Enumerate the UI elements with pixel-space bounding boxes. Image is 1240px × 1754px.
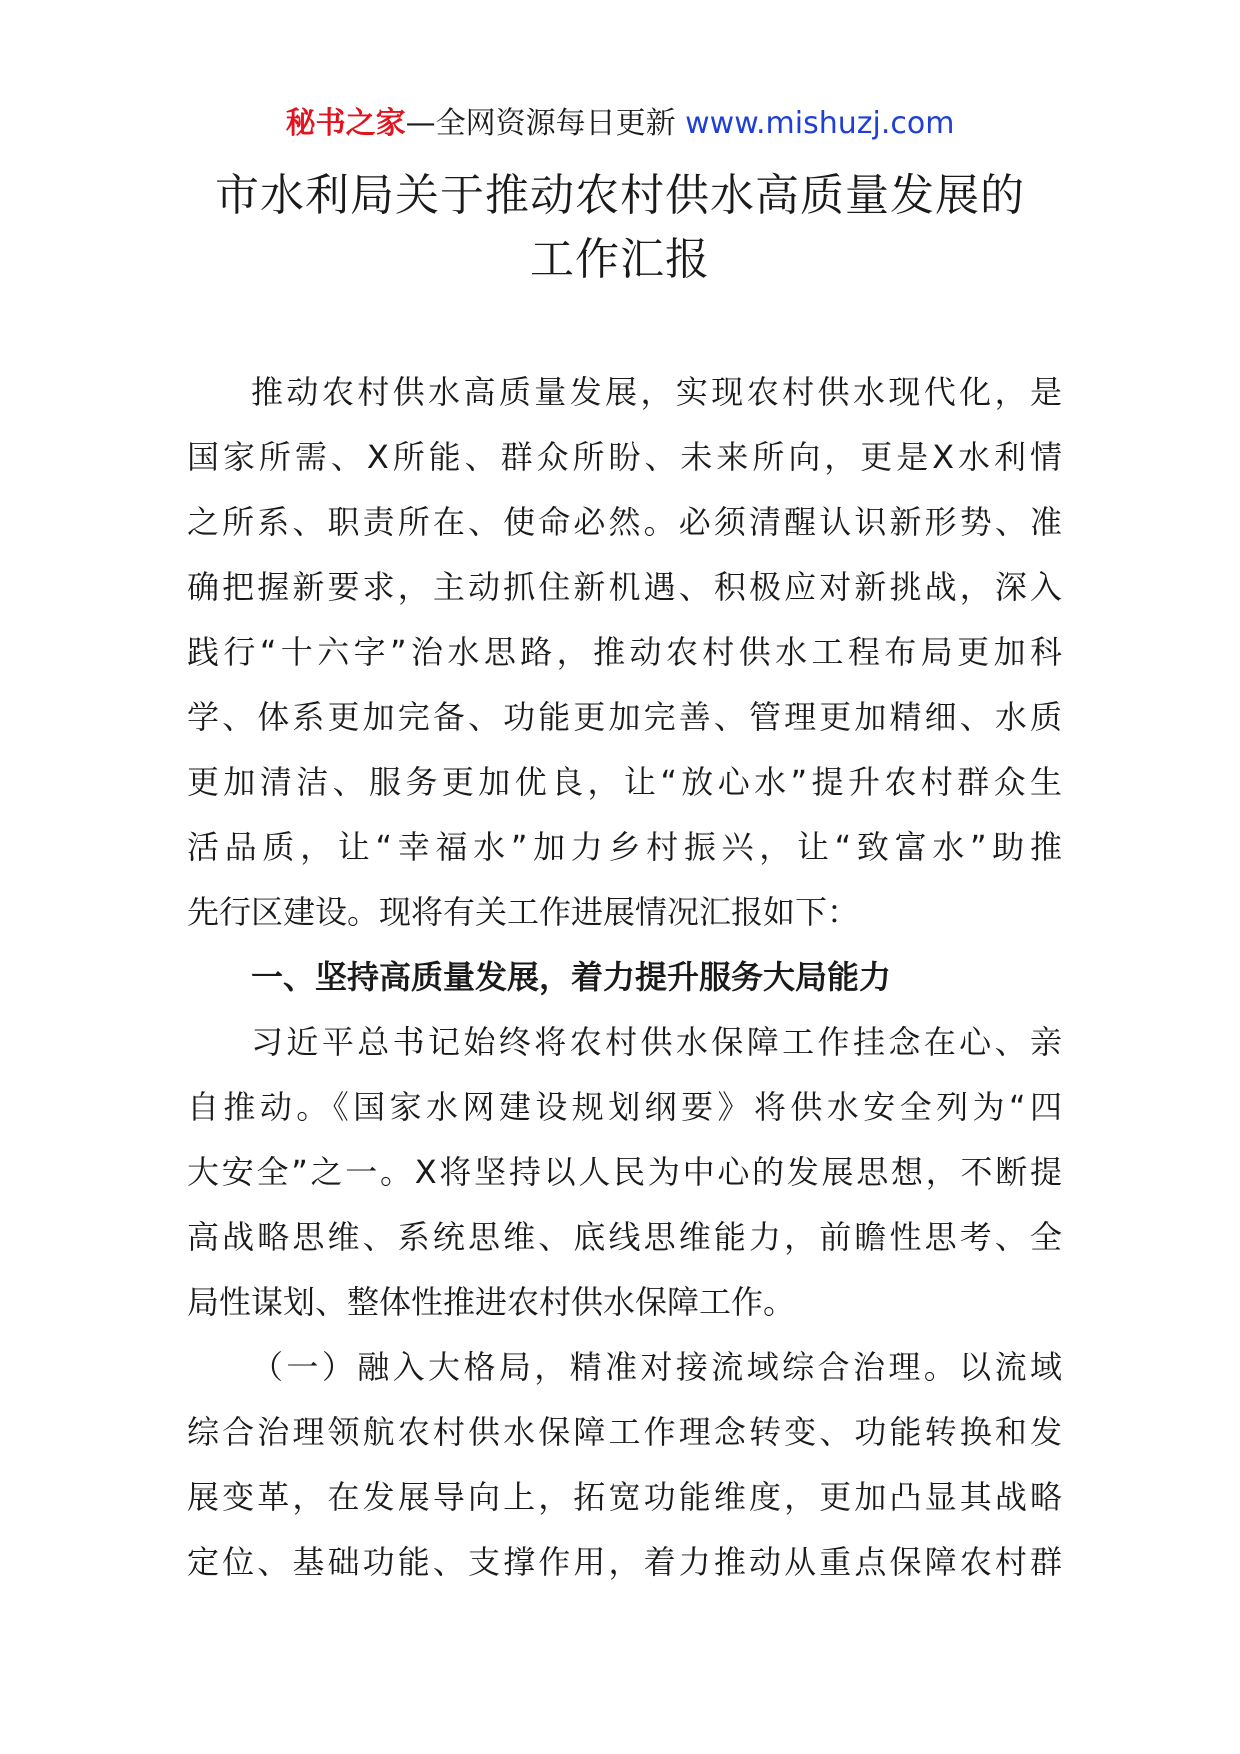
paragraph-line: 综合治理领航农村供水保障工作理念转变、功能转换和发	[187, 1413, 1062, 1451]
paragraph-line: 自推动。《国家水网建设规划纲要》将供水安全列为“四	[187, 1088, 1062, 1126]
title-line-1: 市水利局关于推动农村供水高质量发展的	[215, 170, 1025, 221]
paragraph-line: 国家所需、X所能、群众所盼、未来所向，更是X水利情	[187, 438, 1062, 476]
paragraph-line: 活品质，让“幸福水”加力乡村振兴，让“致富水”助推	[187, 828, 1062, 866]
paragraph-line: 习近平总书记始终将农村供水保障工作挂念在心、亲	[251, 1023, 1062, 1061]
document-title	[100, 164, 1140, 292]
paragraph-line: 先行区建设。现将有关工作进展情况汇报如下：	[187, 893, 860, 931]
paragraph-line: 推动农村供水高质量发展，实现农村供水现代化，是	[251, 373, 1062, 411]
banner-url[interactable]: www.mishuzj.com	[685, 106, 955, 141]
section-heading: 一、坚持高质量发展，着力提升服务大局能力	[251, 958, 892, 996]
document-body	[187, 360, 1062, 1595]
brand-name: 秘书之家	[285, 106, 406, 141]
site-banner	[0, 104, 1240, 144]
paragraph-line: 之所系、职责所在、使命必然。必须清醒认识新形势、准	[187, 503, 1062, 541]
paragraph-line: 大安全”之一。X将坚持以人民为中心的发展思想，不断提	[187, 1153, 1062, 1191]
title-line-2: 工作汇报	[530, 234, 710, 285]
paragraph-line: 学、体系更加完备、功能更加完善、管理更加精细、水质	[187, 698, 1062, 736]
paragraph-line: （一）融入大格局，精准对接流域综合治理。以流域	[251, 1348, 1062, 1386]
paragraph-line: 高战略思维、系统思维、底线思维能力，前瞻性思考、全	[187, 1218, 1062, 1256]
paragraph-line: 确把握新要求，主动抓住新机遇、积极应对新挑战，深入	[187, 568, 1062, 606]
paragraph-line: 践行“十六字”治水思路，推动农村供水工程布局更加科	[187, 633, 1062, 671]
paragraph-line: 定位、基础功能、支撑作用，着力推动从重点保障农村群	[187, 1543, 1062, 1581]
paragraph-line: 展变革，在发展导向上，拓宽功能维度，更加凸显其战略	[187, 1478, 1062, 1516]
paragraph-line: 更加清洁、服务更加优良，让“放心水”提升农村群众生	[187, 763, 1062, 801]
paragraph-line: 局性谋划、整体性推进农村供水保障工作。	[187, 1283, 796, 1321]
banner-slogan: —全网资源每日更新	[405, 106, 676, 141]
